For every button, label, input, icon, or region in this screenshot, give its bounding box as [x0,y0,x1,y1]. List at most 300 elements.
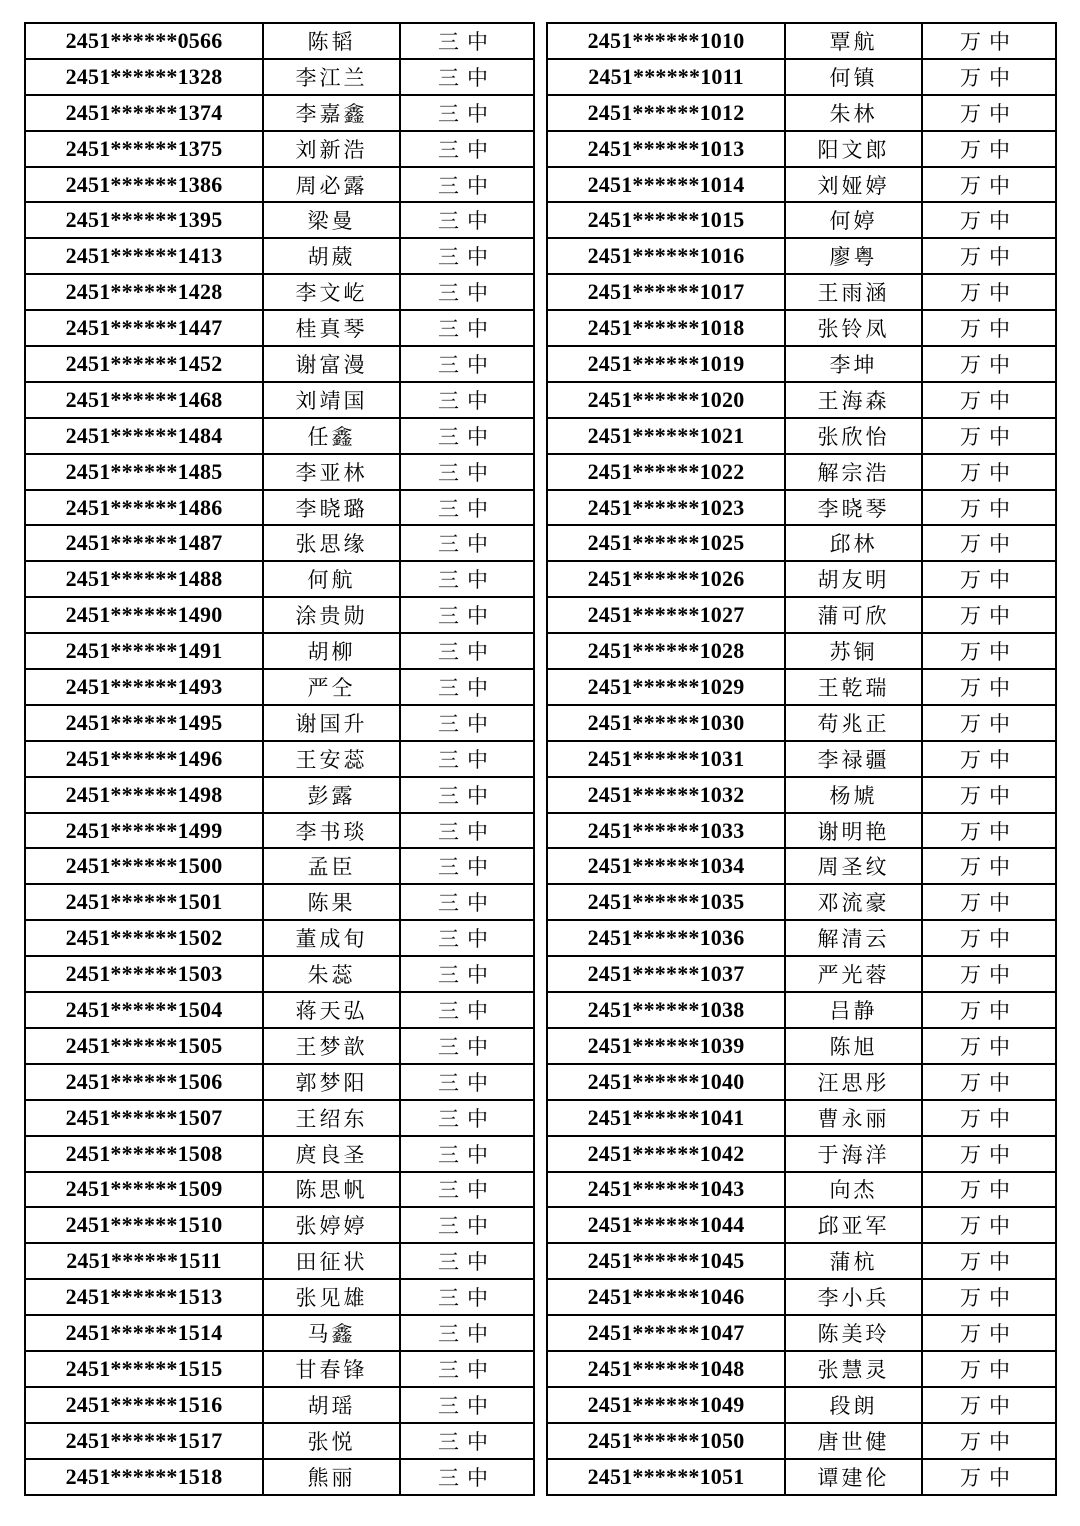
student-id-cell: 2451******1026 [547,561,785,597]
table-row [547,597,1056,633]
student-id-cell: 2451******1025 [547,525,785,561]
school-cell: 三中 [400,167,534,203]
student-name-cell: 蒲可欣 [785,597,922,633]
student-name-cell: 刘新浩 [263,131,400,167]
table-row [25,992,534,1028]
table-row [25,813,534,849]
table-row [547,1100,1056,1136]
school-cell: 三中 [400,274,534,310]
student-name-cell: 陈美玲 [785,1315,922,1351]
table-row [25,848,534,884]
table-row [547,274,1056,310]
school-cell: 三中 [400,597,534,633]
school-cell: 万中 [922,1351,1056,1387]
student-name-cell: 张悦 [263,1423,400,1459]
school-cell: 三中 [400,741,534,777]
student-name-cell: 邱林 [785,525,922,561]
student-name-cell: 陈思帆 [263,1172,400,1208]
student-name-cell: 李嘉鑫 [263,95,400,131]
school-cell: 万中 [922,274,1056,310]
school-cell: 万中 [922,669,1056,705]
student-name-cell: 谭建伦 [785,1459,922,1495]
student-id-cell: 2451******1485 [25,454,263,490]
school-cell: 万中 [922,1423,1056,1459]
table-row [25,1243,534,1279]
student-id-cell: 2451******1452 [25,346,263,382]
student-id-cell: 2451******1468 [25,382,263,418]
table-row [25,1136,534,1172]
student-id-cell: 2451******1040 [547,1064,785,1100]
student-id-cell: 2451******1016 [547,238,785,274]
school-cell: 三中 [400,1028,534,1064]
school-cell: 三中 [400,1243,534,1279]
table-row [25,1459,534,1495]
student-id-cell: 2451******1486 [25,490,263,526]
table-row [547,1207,1056,1243]
table-row [25,705,534,741]
student-name-cell: 李小兵 [785,1279,922,1315]
student-name-cell: 蒋天弘 [263,992,400,1028]
table-row [25,920,534,956]
student-name-cell: 向杰 [785,1172,922,1208]
table-row [25,633,534,669]
school-cell: 三中 [400,202,534,238]
student-name-cell: 彭露 [263,777,400,813]
school-cell: 三中 [400,848,534,884]
student-name-cell: 李坤 [785,346,922,382]
student-name-cell: 陈旭 [785,1028,922,1064]
student-id-cell: 2451******1428 [25,274,263,310]
school-cell: 万中 [922,1172,1056,1208]
student-name-cell: 李文屹 [263,274,400,310]
student-id-cell: 2451******1018 [547,310,785,346]
student-id-cell: 2451******1491 [25,633,263,669]
student-id-cell: 2451******1499 [25,813,263,849]
student-id-cell: 2451******1013 [547,131,785,167]
student-name-cell: 覃航 [785,23,922,59]
student-id-cell: 2451******1501 [25,884,263,920]
student-id-cell: 2451******1039 [547,1028,785,1064]
school-cell: 万中 [922,741,1056,777]
school-cell: 万中 [922,561,1056,597]
student-id-cell: 2451******1046 [547,1279,785,1315]
school-cell: 万中 [922,813,1056,849]
student-id-cell: 2451******1043 [547,1172,785,1208]
school-cell: 万中 [922,95,1056,131]
student-name-cell: 汪思彤 [785,1064,922,1100]
table-row [25,418,534,454]
table-row [547,202,1056,238]
table-row [547,59,1056,95]
table-row [547,1423,1056,1459]
student-id-cell: 2451******1516 [25,1387,263,1423]
school-cell: 三中 [400,1064,534,1100]
table-row [547,920,1056,956]
school-cell: 万中 [922,597,1056,633]
school-cell: 万中 [922,705,1056,741]
table-row [547,884,1056,920]
table-row [547,1279,1056,1315]
school-cell: 万中 [922,848,1056,884]
table-row [25,95,534,131]
school-cell: 万中 [922,525,1056,561]
student-id-cell: 2451******1502 [25,920,263,956]
student-name-cell: 张婷婷 [263,1207,400,1243]
table-row [25,777,534,813]
school-cell: 三中 [400,382,534,418]
student-name-cell: 熊丽 [263,1459,400,1495]
school-cell: 三中 [400,1207,534,1243]
school-cell: 三中 [400,956,534,992]
table-row [25,1028,534,1064]
table-row [547,777,1056,813]
table-row [547,1028,1056,1064]
table-row [25,741,534,777]
table-row [547,669,1056,705]
school-cell: 万中 [922,884,1056,920]
student-name-cell: 解宗浩 [785,454,922,490]
table-row [25,1279,534,1315]
table-row [25,956,534,992]
student-name-cell: 苏铜 [785,633,922,669]
table-row [547,1243,1056,1279]
table-row [547,1064,1056,1100]
student-name-cell: 何镇 [785,59,922,95]
student-id-cell: 2451******1032 [547,777,785,813]
table-row [547,346,1056,382]
student-name-cell: 陈韬 [263,23,400,59]
table-row [547,741,1056,777]
student-id-cell: 2451******1484 [25,418,263,454]
student-id-cell: 2451******1010 [547,23,785,59]
school-cell: 万中 [922,1064,1056,1100]
school-cell: 万中 [922,382,1056,418]
student-name-cell: 苟兆正 [785,705,922,741]
table-row [547,238,1056,274]
student-name-cell: 李江兰 [263,59,400,95]
school-cell: 三中 [400,59,534,95]
student-name-cell: 邓流豪 [785,884,922,920]
student-name-cell: 邱亚军 [785,1207,922,1243]
table-row [547,310,1056,346]
school-cell: 万中 [922,992,1056,1028]
student-id-cell: 2451******1508 [25,1136,263,1172]
student-name-cell: 朱林 [785,95,922,131]
student-name-cell: 刘靖国 [263,382,400,418]
student-name-cell: 郭梦阳 [263,1064,400,1100]
student-name-cell: 唐世健 [785,1423,922,1459]
student-id-cell: 2451******1395 [25,202,263,238]
student-name-cell: 廖粤 [785,238,922,274]
student-name-cell: 梁曼 [263,202,400,238]
student-id-cell: 2451******1487 [25,525,263,561]
school-cell: 万中 [922,59,1056,95]
table-row [25,1100,534,1136]
table-row [25,1351,534,1387]
student-name-cell: 孟臣 [263,848,400,884]
student-name-cell: 王安蕊 [263,741,400,777]
student-name-cell: 王乾瑞 [785,669,922,705]
table-row [547,633,1056,669]
student-name-cell: 王雨涵 [785,274,922,310]
table-row [547,992,1056,1028]
school-cell: 万中 [922,167,1056,203]
student-id-cell: 2451******1033 [547,813,785,849]
school-cell: 三中 [400,633,534,669]
student-name-cell: 何航 [263,561,400,597]
student-name-cell: 李书琰 [263,813,400,849]
table-row [25,238,534,274]
student-name-cell: 马鑫 [263,1315,400,1351]
student-id-cell: 2451******1034 [547,848,785,884]
school-cell: 万中 [922,1459,1056,1495]
student-name-cell: 严光蓉 [785,956,922,992]
table-row [547,1351,1056,1387]
school-cell: 三中 [400,1423,534,1459]
student-id-cell: 2451******1041 [547,1100,785,1136]
student-id-cell: 2451******1517 [25,1423,263,1459]
table-row [25,597,534,633]
table-row [25,1423,534,1459]
school-cell: 三中 [400,777,534,813]
student-id-cell: 2451******0566 [25,23,263,59]
school-cell: 三中 [400,705,534,741]
table-row [25,1172,534,1208]
school-cell: 三中 [400,1387,534,1423]
student-name-cell: 杨虓 [785,777,922,813]
student-name-cell: 王梦歆 [263,1028,400,1064]
school-cell: 万中 [922,1100,1056,1136]
table-row [25,525,534,561]
school-cell: 三中 [400,131,534,167]
student-name-cell: 曹永丽 [785,1100,922,1136]
student-id-cell: 2451******1038 [547,992,785,1028]
school-cell: 三中 [400,1351,534,1387]
school-cell: 三中 [400,490,534,526]
student-id-cell: 2451******1504 [25,992,263,1028]
student-name-cell: 蒲杭 [785,1243,922,1279]
school-cell: 三中 [400,561,534,597]
school-cell: 万中 [922,454,1056,490]
left-roster-body [25,23,534,1495]
table-row [547,1387,1056,1423]
student-name-cell: 朱蕊 [263,956,400,992]
school-cell: 三中 [400,1459,534,1495]
student-id-cell: 2451******1515 [25,1351,263,1387]
left-roster-table [24,22,535,1496]
student-id-cell: 2451******1513 [25,1279,263,1315]
table-row [25,454,534,490]
student-id-cell: 2451******1023 [547,490,785,526]
student-name-cell: 庹良圣 [263,1136,400,1172]
student-name-cell: 阳文郎 [785,131,922,167]
school-cell: 三中 [400,1279,534,1315]
student-id-cell: 2451******1496 [25,741,263,777]
student-id-cell: 2451******1030 [547,705,785,741]
student-name-cell: 张见雄 [263,1279,400,1315]
table-row [547,848,1056,884]
table-row [25,1064,534,1100]
student-id-cell: 2451******1047 [547,1315,785,1351]
table-row [547,131,1056,167]
student-id-cell: 2451******1014 [547,167,785,203]
table-row [25,561,534,597]
student-name-cell: 甘春锋 [263,1351,400,1387]
student-id-cell: 2451******1050 [547,1423,785,1459]
table-row [547,1315,1056,1351]
student-id-cell: 2451******1518 [25,1459,263,1495]
student-id-cell: 2451******1031 [547,741,785,777]
student-id-cell: 2451******1500 [25,848,263,884]
school-cell: 三中 [400,95,534,131]
student-id-cell: 2451******1510 [25,1207,263,1243]
student-name-cell: 胡友明 [785,561,922,597]
table-row [25,1315,534,1351]
right-roster-body [547,23,1056,1495]
student-id-cell: 2451******1017 [547,274,785,310]
table-row [25,1387,534,1423]
school-cell: 万中 [922,1136,1056,1172]
student-id-cell: 2451******1037 [547,956,785,992]
student-id-cell: 2451******1011 [547,59,785,95]
school-cell: 三中 [400,418,534,454]
school-cell: 万中 [922,238,1056,274]
table-row [25,59,534,95]
student-name-cell: 桂真琴 [263,310,400,346]
student-id-cell: 2451******1505 [25,1028,263,1064]
school-cell: 万中 [922,777,1056,813]
student-id-cell: 2451******1027 [547,597,785,633]
school-cell: 万中 [922,131,1056,167]
table-row [547,956,1056,992]
student-id-cell: 2451******1374 [25,95,263,131]
school-cell: 三中 [400,238,534,274]
student-id-cell: 2451******1511 [25,1243,263,1279]
table-row [547,490,1056,526]
student-id-cell: 2451******1015 [547,202,785,238]
school-cell: 三中 [400,884,534,920]
student-name-cell: 涂贵勋 [263,597,400,633]
student-name-cell: 谢明艳 [785,813,922,849]
school-cell: 三中 [400,346,534,382]
table-row [25,490,534,526]
table-row [25,1207,534,1243]
student-name-cell: 李晓璐 [263,490,400,526]
table-row [547,1136,1056,1172]
school-cell: 万中 [922,920,1056,956]
student-id-cell: 2451******1490 [25,597,263,633]
table-row [25,131,534,167]
student-name-cell: 张慧灵 [785,1351,922,1387]
student-name-cell: 李禄疆 [785,741,922,777]
student-id-cell: 2451******1029 [547,669,785,705]
student-id-cell: 2451******1049 [547,1387,785,1423]
student-name-cell: 王海森 [785,382,922,418]
student-name-cell: 谢国升 [263,705,400,741]
table-row [547,813,1056,849]
student-name-cell: 严仝 [263,669,400,705]
school-cell: 万中 [922,1279,1056,1315]
right-roster-table [546,22,1057,1496]
school-cell: 三中 [400,813,534,849]
table-row [547,418,1056,454]
table-row [547,95,1056,131]
student-name-cell: 任鑫 [263,418,400,454]
table-row [547,382,1056,418]
student-name-cell: 张思缘 [263,525,400,561]
student-id-cell: 2451******1045 [547,1243,785,1279]
table-row [547,705,1056,741]
student-name-cell: 周圣纹 [785,848,922,884]
student-id-cell: 2451******1488 [25,561,263,597]
school-cell: 万中 [922,23,1056,59]
student-id-cell: 2451******1495 [25,705,263,741]
student-id-cell: 2451******1019 [547,346,785,382]
student-id-cell: 2451******1035 [547,884,785,920]
school-cell: 万中 [922,346,1056,382]
school-cell: 三中 [400,1136,534,1172]
student-name-cell: 张铃凤 [785,310,922,346]
school-cell: 万中 [922,1243,1056,1279]
student-name-cell: 谢富漫 [263,346,400,382]
student-id-cell: 2451******1386 [25,167,263,203]
student-id-cell: 2451******1048 [547,1351,785,1387]
student-id-cell: 2451******1493 [25,669,263,705]
student-id-cell: 2451******1020 [547,382,785,418]
table-row [547,167,1056,203]
table-row [547,1172,1056,1208]
student-id-cell: 2451******1447 [25,310,263,346]
student-name-cell: 张欣怡 [785,418,922,454]
student-id-cell: 2451******1506 [25,1064,263,1100]
student-id-cell: 2451******1514 [25,1315,263,1351]
student-name-cell: 李晓琴 [785,490,922,526]
school-cell: 三中 [400,1315,534,1351]
student-id-cell: 2451******1044 [547,1207,785,1243]
school-cell: 三中 [400,525,534,561]
student-name-cell: 解清云 [785,920,922,956]
school-cell: 万中 [922,310,1056,346]
school-cell: 万中 [922,1315,1056,1351]
student-id-cell: 2451******1012 [547,95,785,131]
student-name-cell: 胡葳 [263,238,400,274]
student-id-cell: 2451******1042 [547,1136,785,1172]
student-name-cell: 何婷 [785,202,922,238]
student-name-cell: 王绍东 [263,1100,400,1136]
student-id-cell: 2451******1509 [25,1172,263,1208]
student-name-cell: 刘娅婷 [785,167,922,203]
student-id-cell: 2451******1328 [25,59,263,95]
student-name-cell: 田征状 [263,1243,400,1279]
school-cell: 万中 [922,956,1056,992]
table-row [25,274,534,310]
table-row [25,310,534,346]
student-name-cell: 段朗 [785,1387,922,1423]
school-cell: 三中 [400,310,534,346]
student-name-cell: 于海洋 [785,1136,922,1172]
student-id-cell: 2451******1022 [547,454,785,490]
table-row [25,669,534,705]
table-row [25,167,534,203]
school-cell: 三中 [400,669,534,705]
student-id-cell: 2451******1413 [25,238,263,274]
school-cell: 三中 [400,920,534,956]
school-cell: 三中 [400,454,534,490]
table-row [547,1459,1056,1495]
student-name-cell: 吕静 [785,992,922,1028]
student-id-cell: 2451******1375 [25,131,263,167]
student-name-cell: 周必露 [263,167,400,203]
